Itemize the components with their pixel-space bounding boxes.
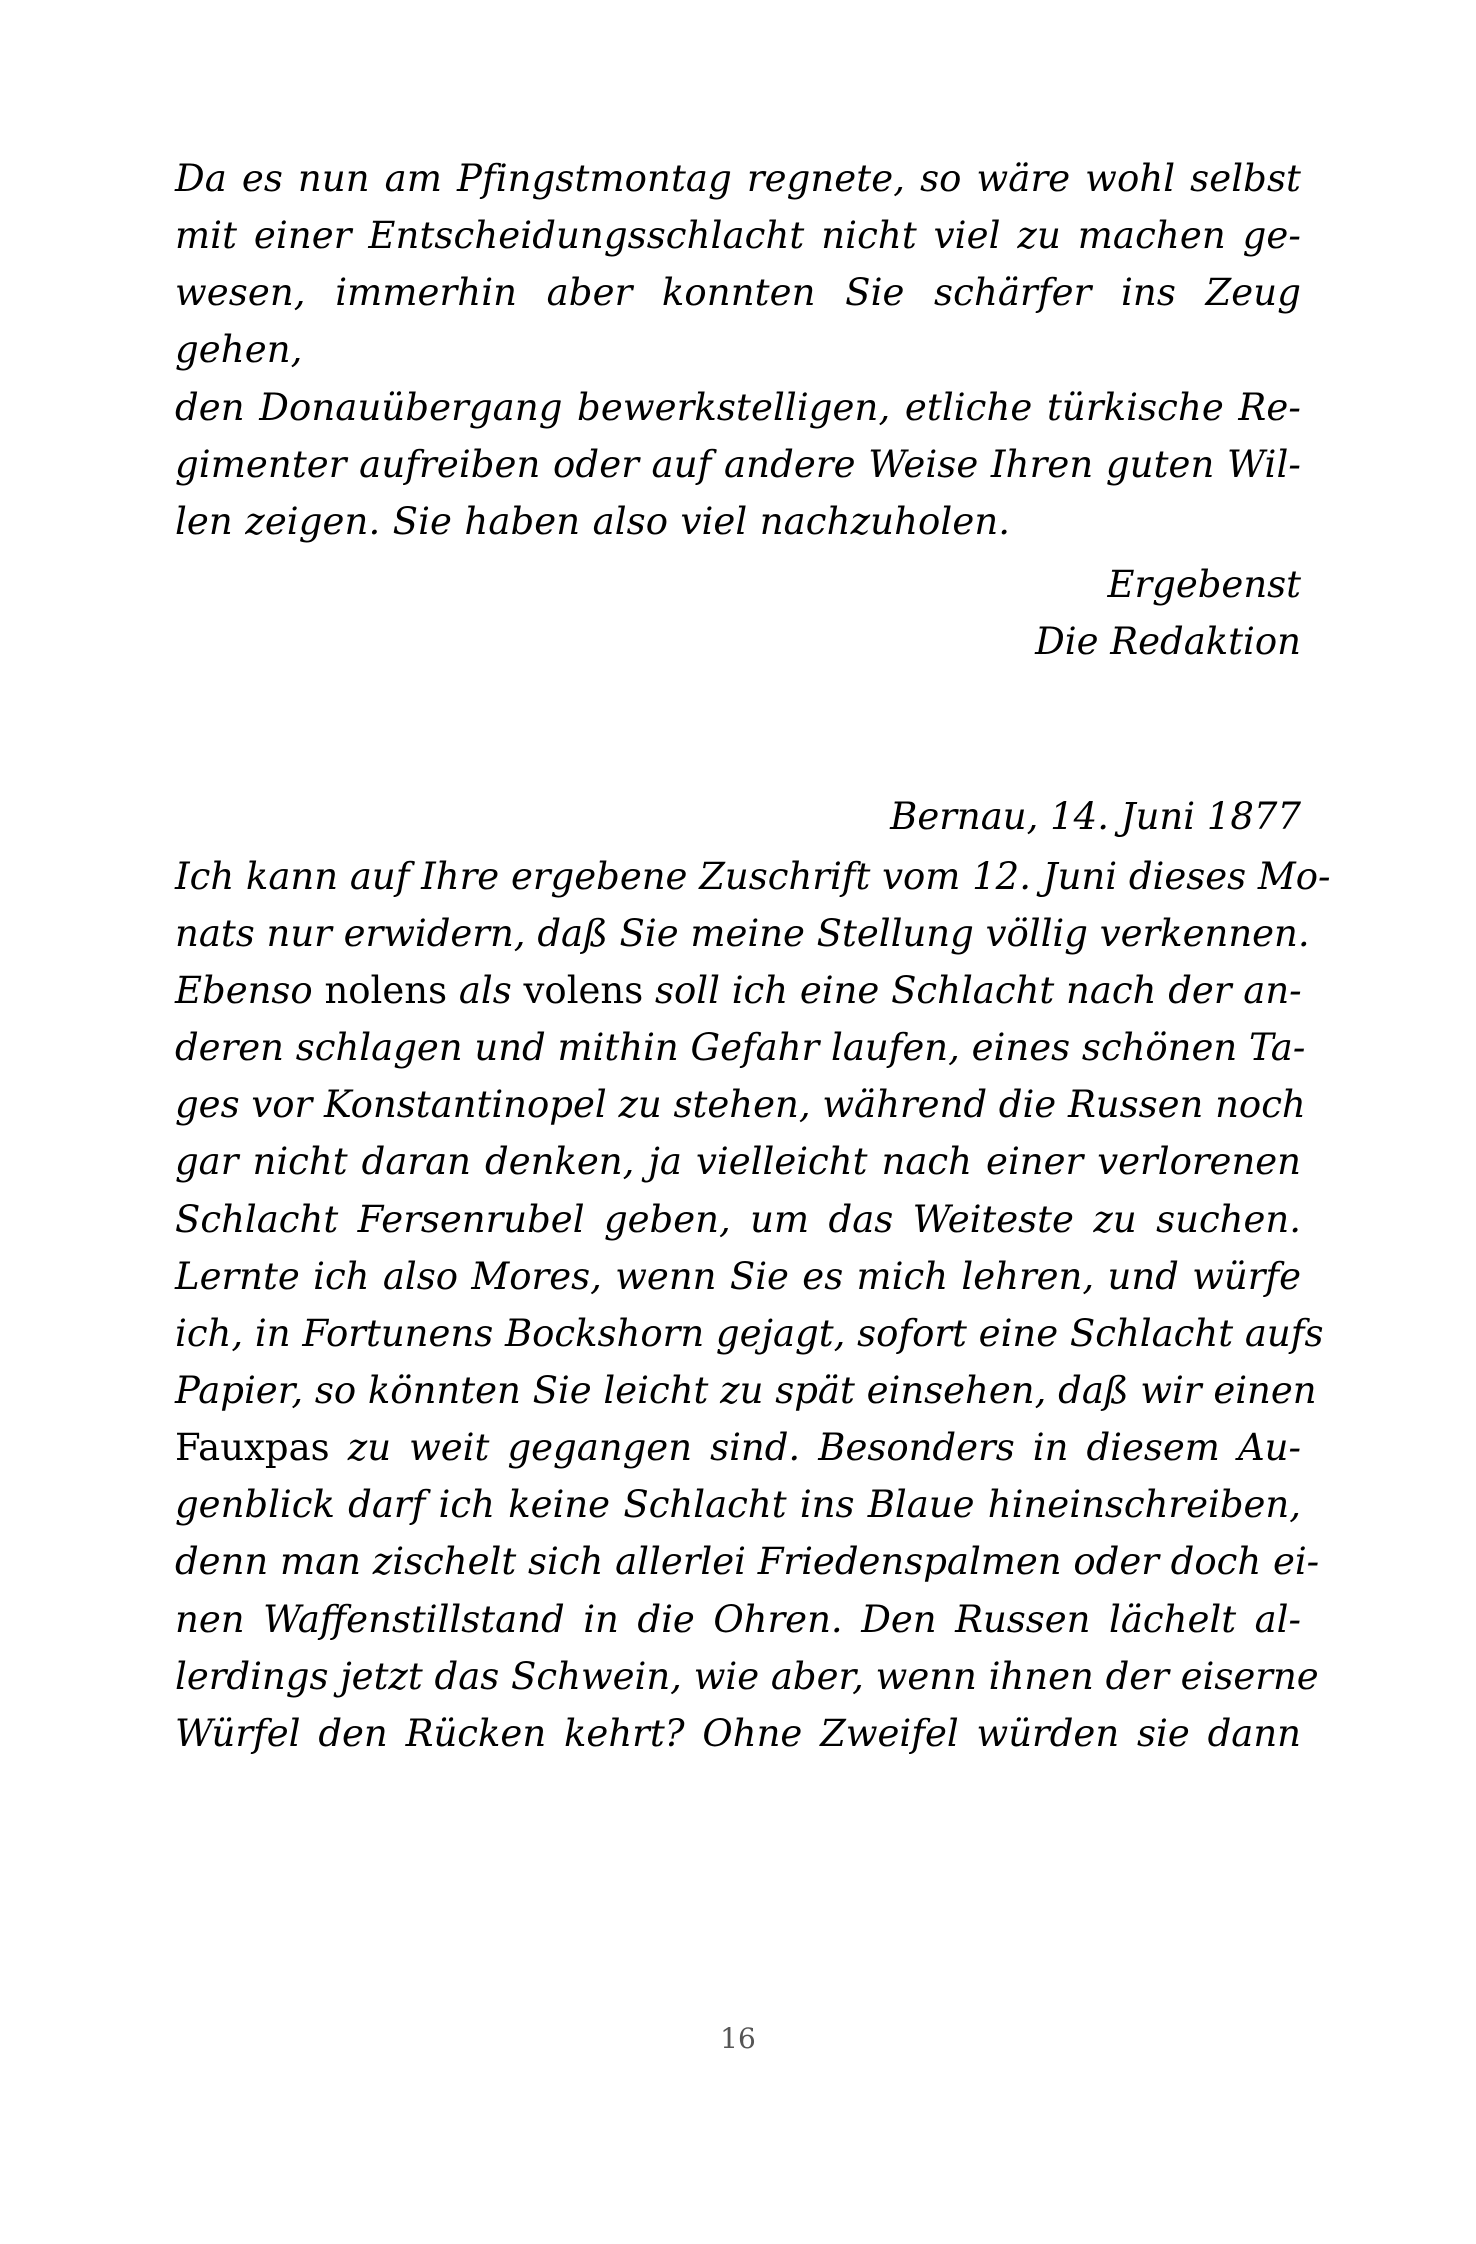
text-line: ich, in Fortunens Bockshorn gejagt, sofort eine Schlacht aufs	[175, 1311, 1324, 1355]
text-line: genblick darf ich keine Schlacht ins Blaue hineinschreiben,	[175, 1483, 1301, 1527]
text-line: denn man zischelt sich allerlei Friedenspalmen oder doch ei-	[175, 1540, 1320, 1584]
text-line: len zeigen. Sie haben also viel nachzuholen.	[175, 499, 1011, 543]
text-line: Würfel den Rücken kehrt? Ohne Zweifel würden sie dann	[175, 1711, 1301, 1755]
text-run-upright-volens: volens	[523, 968, 644, 1012]
paragraph-editorial-reply	[175, 150, 1301, 550]
text-line: mit einer Entscheidungsschlacht nicht viel zu machen ge-	[175, 214, 1301, 258]
text-line: gimenter aufreiben oder auf andere Weise Ihren guten Wil-	[175, 442, 1301, 486]
text-line: ges vor Konstantinopel zu stehen, während die Russen noch	[175, 1083, 1306, 1127]
text-line: deren schlagen und mithin Gefahr laufen, eines schönen Ta-	[175, 1026, 1306, 1070]
section-spacer	[175, 670, 1301, 788]
text-run: Ebenso	[175, 968, 325, 1012]
text-run: zu weit gegangen sind. Besonders in diesem Au-	[329, 1426, 1301, 1470]
text-line: den Donauübergang bewerkstelligen, etliche türkische Re-	[175, 385, 1301, 429]
text-line: Ich kann auf Ihre ergebene Zuschrift vom 12. Juni dieses Mo-	[175, 854, 1331, 898]
text-line: gar nicht daran denken, ja vielleicht nach einer verlorenen	[175, 1140, 1301, 1184]
text-line: Schlacht Fersenrubel geben, um das Weiteste zu suchen.	[175, 1197, 1301, 1241]
signoff-line-ergebenst: Ergebenst	[1107, 563, 1301, 607]
text-line-mixed-style	[175, 1419, 1301, 1476]
letter-body	[175, 848, 1331, 1763]
text-line: nats nur erwidern, daß Sie meine Stellung völlig verkennen.	[175, 911, 1310, 955]
text-run-upright-nolens: nolens	[324, 968, 448, 1012]
text-line: Lernte ich also Mores, wenn Sie es mich lehren, und würfe	[175, 1254, 1301, 1298]
text-run-upright-fauxpas: Fauxpas	[175, 1426, 330, 1470]
text-run: als	[447, 968, 524, 1012]
signoff-block	[175, 556, 1301, 670]
text-line: wesen, immerhin aber konnten Sie schärfer ins Zeug gehen,	[175, 271, 1301, 372]
letter-dateline: Bernau, 14. Juni 1877	[890, 795, 1301, 839]
text-line-mixed-style	[175, 962, 1301, 1019]
text-line: Da es nun am Pfingstmontag regnete, so wäre wohl selbst	[175, 157, 1301, 200]
text-line: lerdings jetzt das Schwein, wie aber, wenn ihnen der eiserne	[175, 1654, 1319, 1698]
text-line: nen Waffenstillstand in die Ohren. Den Russen lächelt al-	[175, 1597, 1301, 1641]
text-line: Papier, so könnten Sie leicht zu spät einsehen, daß wir einen	[175, 1368, 1317, 1412]
page-number: 16	[720, 2022, 756, 2055]
text-run: soll ich eine Schlacht nach der an-	[643, 968, 1302, 1012]
signoff-line-redaktion: Die Redaktion	[1035, 620, 1301, 664]
